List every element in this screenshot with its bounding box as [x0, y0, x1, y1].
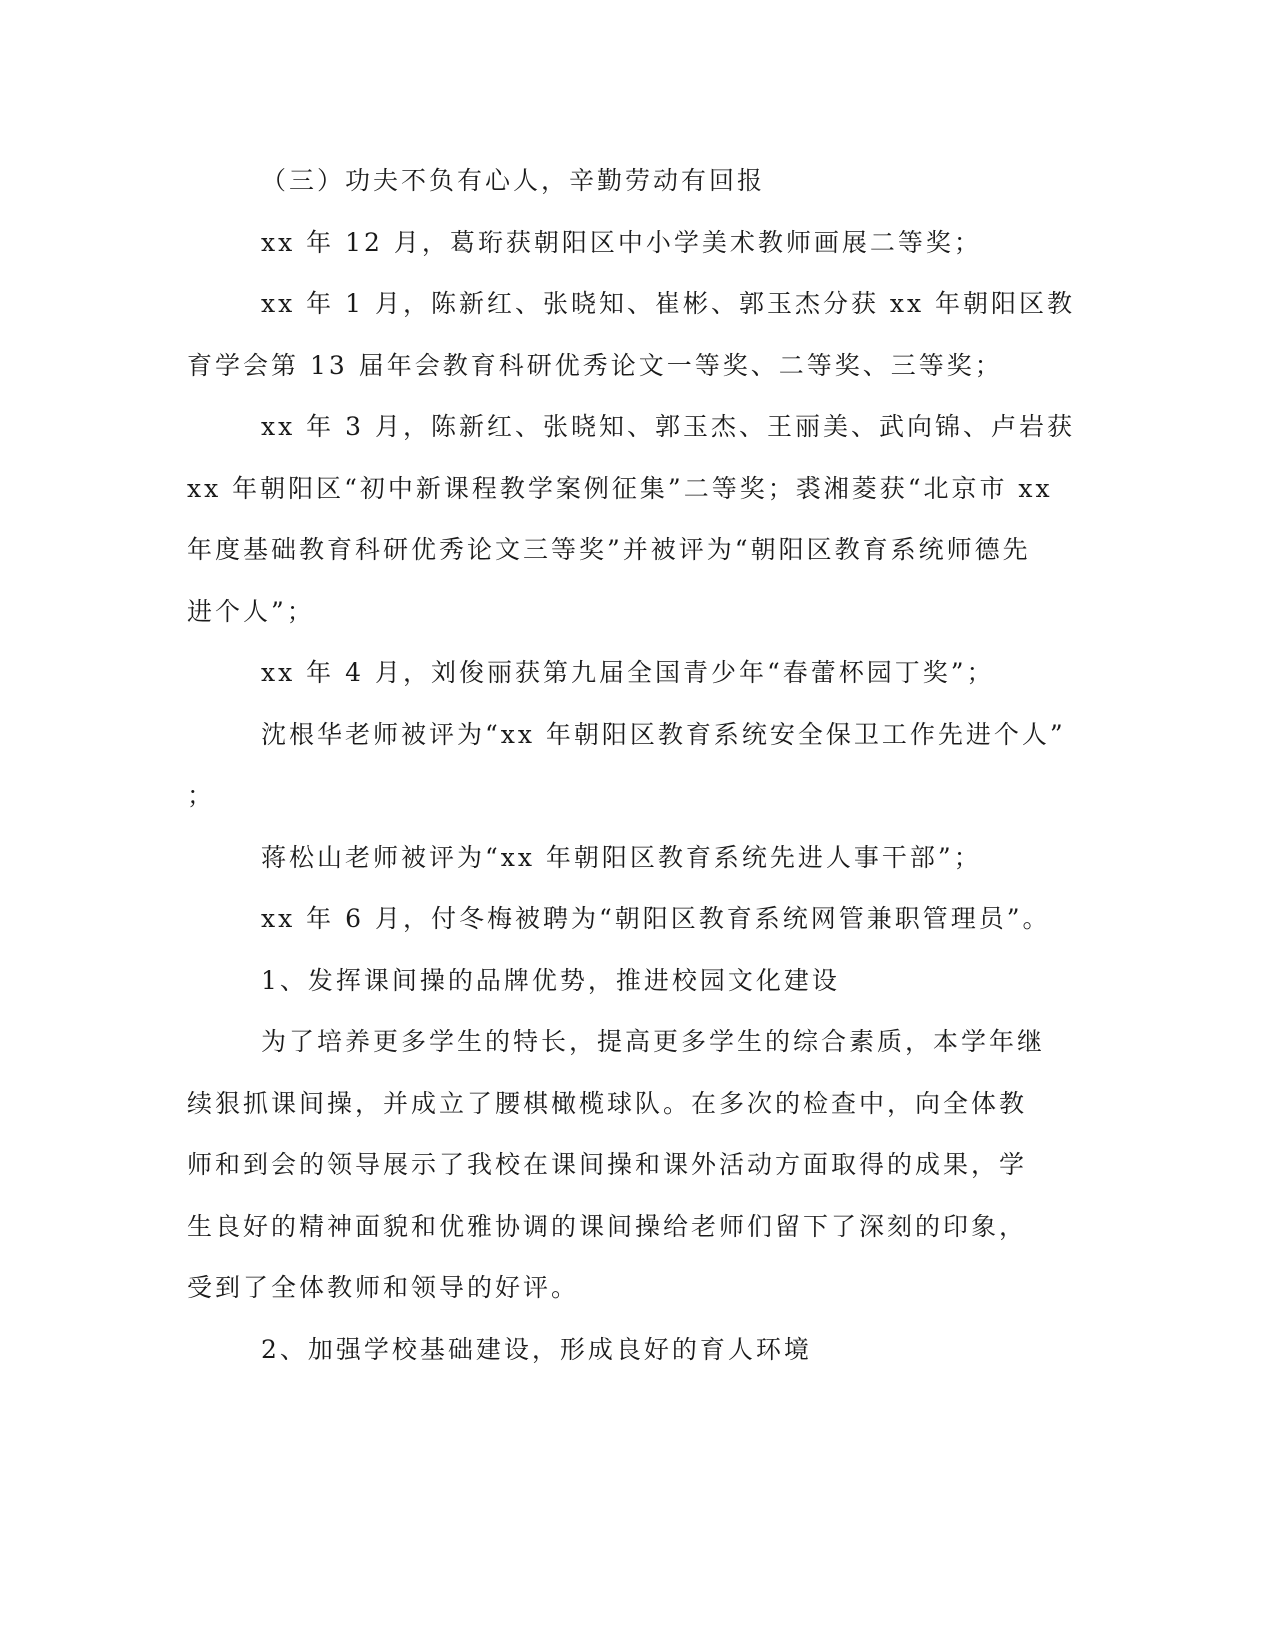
subsection-heading: 2、加强学校基础建设，形成良好的育人环境 — [261, 1334, 812, 1364]
document-body — [187, 166, 1076, 1396]
section-heading: （三）功夫不负有心人，辛勤劳动有回报 — [261, 166, 766, 195]
paragraph-line: xx 年 6 月，付冬梅被聘为“朝阳区教育系统网管兼职管理员”。 — [261, 904, 1051, 933]
paragraph-line: xx 年 4 月，刘俊丽获第九届全国青少年“春蕾杯园丁奖”； — [261, 658, 995, 687]
paragraph-line: 续狠抓课间操，并成立了腰棋橄榄球队。在多次的检查中，向全体教 — [187, 1088, 1028, 1118]
paragraph-line: 年度基础教育科研优秀论文三等奖”并被评为“朝阳区教育系统师德先 — [187, 535, 1031, 564]
paragraph-line: 蒋松山老师被评为“xx 年朝阳区教育系统先进人事干部”； — [261, 842, 982, 872]
subsection-heading: 1、发挥课间操的品牌优势，推进校园文化建设 — [261, 965, 840, 995]
paragraph-line: 师和到会的领导展示了我校在课间操和课外活动方面取得的成果，学 — [187, 1150, 1028, 1179]
paragraph-line: 受到了全体教师和领导的好评。 — [187, 1273, 580, 1302]
paragraph-line: 为了培养更多学生的特长，提高更多学生的综合素质，本学年继 — [261, 1027, 1046, 1056]
paragraph-line: ； — [187, 781, 216, 810]
paragraph-line: 生良好的精神面貌和优雅协调的课间操给老师们留下了深刻的印象， — [187, 1211, 1028, 1241]
paragraph-line: 进个人”； — [187, 596, 315, 626]
paragraph-line: xx 年朝阳区“初中新课程教学案例征集”二等奖；裘湘菱获“北京市 xx — [187, 473, 1053, 503]
paragraph-line: xx 年 12 月，葛珩获朝阳区中小学美术教师画展二等奖； — [261, 227, 982, 257]
paragraph-line: 沈根华老师被评为“xx 年朝阳区教育系统安全保卫工作先进个人” — [261, 719, 1066, 749]
paragraph-line: 育学会第 13 届年会教育科研优秀论文一等奖、二等奖、三等奖； — [187, 350, 1003, 380]
paragraph-line: xx 年 1 月，陈新红、张晓知、崔彬、郭玉杰分获 xx 年朝阳区教 — [261, 289, 1076, 318]
paragraph-line: xx 年 3 月，陈新红、张晓知、郭玉杰、王丽美、武向锦、卢岩获 — [261, 412, 1075, 441]
